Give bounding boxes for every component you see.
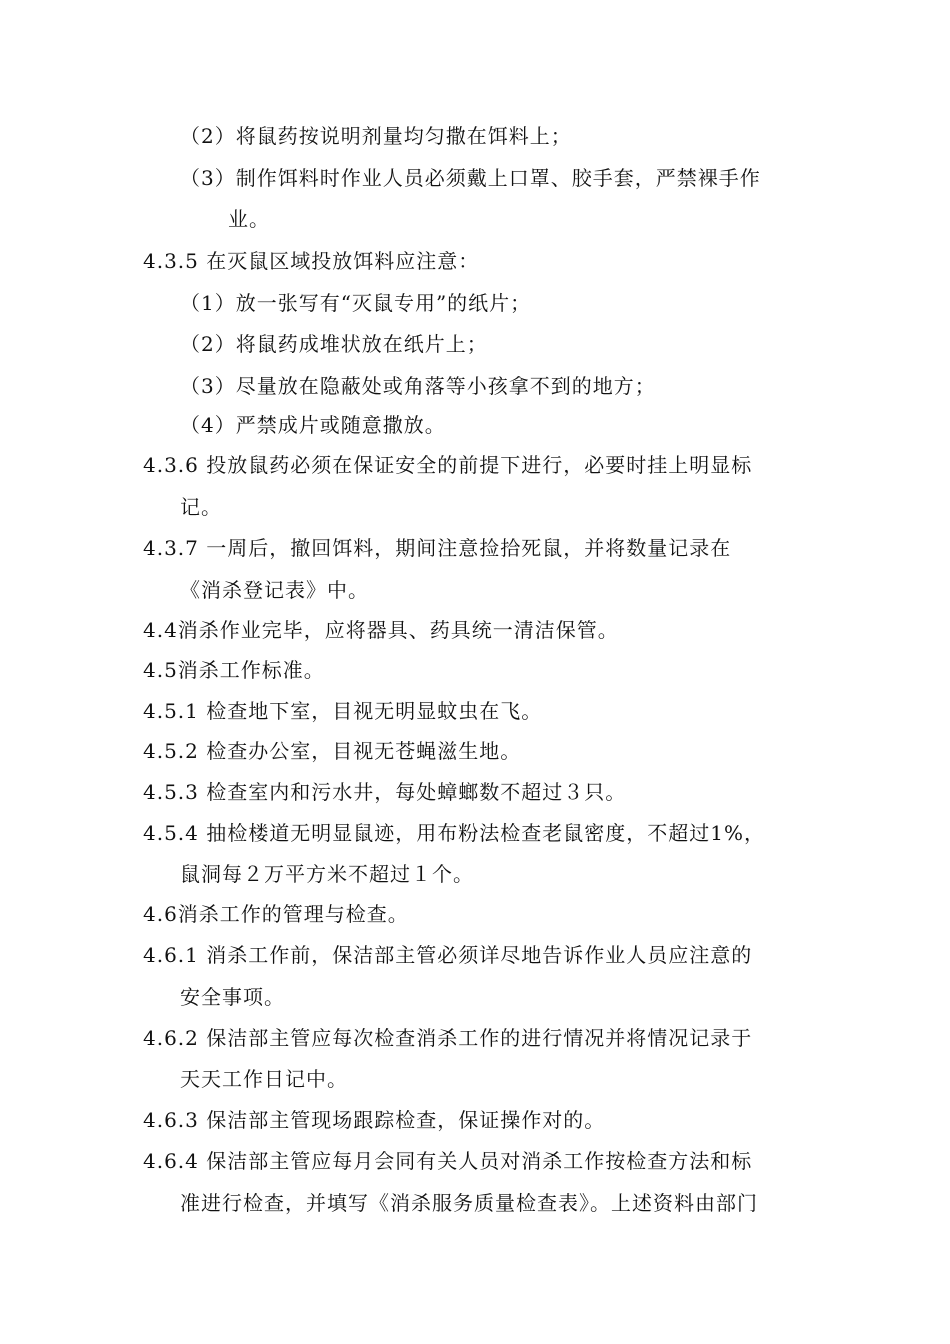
- text-line: 《消杀登记表》中。: [180, 578, 369, 602]
- text-line: （3）制作饵料时作业人员必须戴上口罩、胶手套，严禁裸手作: [180, 166, 761, 190]
- text-line: 安全事项。: [180, 985, 285, 1009]
- section-heading: 4.4消杀作业完毕，应将器具、药具统一清洁保管。: [143, 618, 619, 642]
- section-heading: 4.5消杀工作标准。: [143, 658, 325, 682]
- section-heading: 4.5.2 检查办公室，目视无苍蝇滋生地。: [143, 739, 522, 763]
- section-heading: 4.5.1 检查地下室，目视无明显蚊虫在飞。: [143, 699, 543, 723]
- text-line: （2）将鼠药按说明剂量均匀撒在饵料上；: [180, 124, 572, 148]
- text-line: （3）尽量放在隐蔽处或角落等小孩拿不到的地方；: [180, 374, 656, 398]
- section-heading: 4.6消杀工作的管理与检查。: [143, 902, 409, 926]
- section-heading: 4.3.6 投放鼠药必须在保证安全的前提下进行，必要时挂上明显标: [143, 453, 753, 477]
- text-line: 准进行检查，并填写《消杀服务质量检查表》。上述资料由部门: [180, 1191, 758, 1215]
- text-line: （1）放一张写有“灭鼠专用”的纸片；: [180, 291, 532, 315]
- section-heading: 4.6.3 保洁部主管现场跟踪检查，保证操作对的。: [143, 1108, 606, 1132]
- section-heading: 4.3.5 在灭鼠区域投放饵料应注意：: [143, 249, 480, 273]
- section-heading: 4.6.4 保洁部主管应每月会同有关人员对消杀工作按检查方法和标: [143, 1149, 753, 1173]
- text-line: 鼠洞每２万平方米不超过１个。: [180, 862, 474, 886]
- text-line: 天天工作日记中。: [180, 1067, 348, 1091]
- text-line: 记。: [180, 495, 222, 519]
- section-heading: 4.5.4 抽检楼道无明显鼠迹，用布粉法检查老鼠密度，不超过1%，: [143, 821, 765, 845]
- text-line: （4）严禁成片或随意撒放。: [180, 413, 446, 437]
- text-line: （2）将鼠药成堆状放在纸片上；: [180, 332, 488, 356]
- text-line: 业。: [228, 207, 270, 231]
- section-heading: 4.6.2 保洁部主管应每次检查消杀工作的进行情况并将情况记录于: [143, 1026, 753, 1050]
- section-heading: 4.5.3 检查室内和污水井，每处蟑螂数不超过３只。: [143, 780, 627, 804]
- section-heading: 4.3.7 一周后，撤回饵料，期间注意捡拾死鼠，并将数量记录在: [143, 536, 732, 560]
- section-heading: 4.6.1 消杀工作前，保洁部主管必须详尽地告诉作业人员应注意的: [143, 943, 753, 967]
